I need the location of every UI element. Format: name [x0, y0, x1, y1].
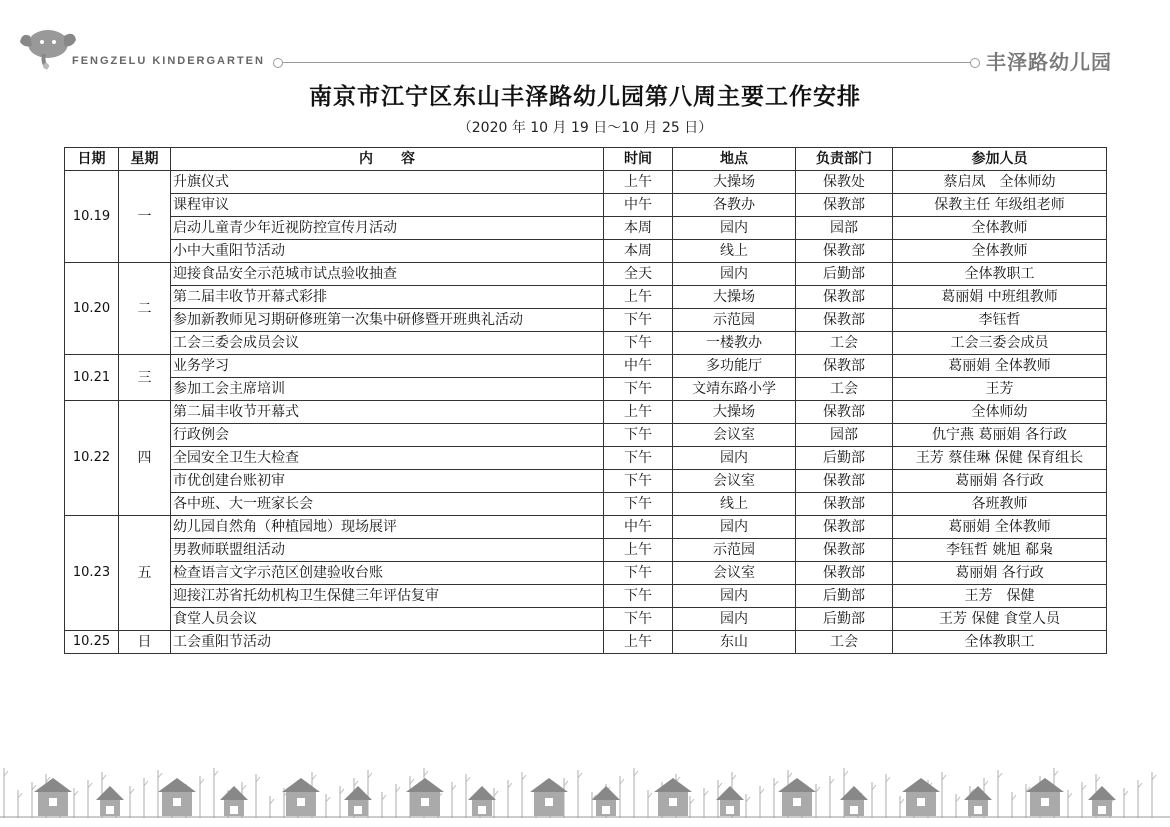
place-cell: 示范园: [673, 539, 796, 562]
place-cell: 园内: [673, 608, 796, 631]
schedule-table: [64, 147, 1107, 654]
place-cell: 会议室: [673, 470, 796, 493]
content-cell: 男教师联盟组活动: [171, 539, 604, 562]
divider-circle-left: [273, 58, 283, 68]
people-cell: 保教主任 年级组老师: [893, 194, 1107, 217]
time-cell: 中午: [604, 194, 673, 217]
place-cell: 大操场: [673, 401, 796, 424]
people-cell: 仇宁燕 葛丽娟 各行政: [893, 424, 1107, 447]
content-cell: 小中大重阳节活动: [171, 240, 604, 263]
dept-cell: 保教部: [796, 539, 893, 562]
dept-cell: 保教部: [796, 516, 893, 539]
weekday-cell: 二: [119, 263, 171, 355]
time-cell: 上午: [604, 401, 673, 424]
header-weekday: 星期: [119, 148, 171, 171]
time-cell: 上午: [604, 171, 673, 194]
date-cell: 10.23: [65, 516, 119, 631]
time-cell: 下午: [604, 424, 673, 447]
table-row: [65, 585, 1107, 608]
content-cell: 各中班、大一班家长会: [171, 493, 604, 516]
place-cell: 会议室: [673, 562, 796, 585]
dept-cell: 保教部: [796, 470, 893, 493]
header-place: 地点: [673, 148, 796, 171]
date-cell: 10.22: [65, 401, 119, 516]
place-cell: 文靖东路小学: [673, 378, 796, 401]
table-row: [65, 608, 1107, 631]
weekday-cell: 四: [119, 401, 171, 516]
dept-cell: 保教部: [796, 194, 893, 217]
place-cell: 园内: [673, 585, 796, 608]
table-row: [65, 332, 1107, 355]
content-cell: 迎接食品安全示范城市试点验收抽查: [171, 263, 604, 286]
content-cell: 幼儿园自然角（种植园地）现场展评: [171, 516, 604, 539]
place-cell: 园内: [673, 263, 796, 286]
time-cell: 本周: [604, 217, 673, 240]
dept-cell: 保教部: [796, 493, 893, 516]
content-cell: 参加新教师见习期研修班第一次集中研修暨开班典礼活动: [171, 309, 604, 332]
dept-cell: 后勤部: [796, 608, 893, 631]
time-cell: 上午: [604, 286, 673, 309]
content-cell: 课程审议: [171, 194, 604, 217]
table-row: [65, 470, 1107, 493]
time-cell: 下午: [604, 562, 673, 585]
content-cell: 启动儿童青少年近视防控宣传月活动: [171, 217, 604, 240]
header-dept: 负责部门: [796, 148, 893, 171]
page-title: 南京市江宁区东山丰泽路幼儿园第八周主要工作安排: [309, 84, 861, 110]
people-cell: 葛丽娟 全体教师: [893, 516, 1107, 539]
people-cell: 工会三委会成员: [893, 332, 1107, 355]
schedule-body: [65, 171, 1107, 654]
place-cell: 园内: [673, 217, 796, 240]
people-cell: 葛丽娟 各行政: [893, 562, 1107, 585]
dept-cell: 后勤部: [796, 447, 893, 470]
content-cell: 参加工会主席培训: [171, 378, 604, 401]
table-row: [65, 240, 1107, 263]
time-cell: 下午: [604, 332, 673, 355]
people-cell: 葛丽娟 各行政: [893, 470, 1107, 493]
header-time: 时间: [604, 148, 673, 171]
date-cell: 10.25: [65, 631, 119, 654]
table-row: [65, 171, 1107, 194]
dept-cell: 保教部: [796, 562, 893, 585]
place-cell: 一楼教办: [673, 332, 796, 355]
table-row: [65, 539, 1107, 562]
table-row: [65, 562, 1107, 585]
dept-cell: 保教部: [796, 286, 893, 309]
people-cell: 全体教职工: [893, 263, 1107, 286]
people-cell: 全体教职工: [893, 631, 1107, 654]
content-cell: 第二届丰收节开幕式彩排: [171, 286, 604, 309]
table-row: [65, 447, 1107, 470]
time-cell: 中午: [604, 516, 673, 539]
people-cell: 全体教师: [893, 240, 1107, 263]
content-cell: 检查语言文字示范区创建验收台账: [171, 562, 604, 585]
place-cell: 多功能厅: [673, 355, 796, 378]
place-cell: 线上: [673, 240, 796, 263]
header-date: 日期: [65, 148, 119, 171]
content-cell: 工会三委会成员会议: [171, 332, 604, 355]
table-row: [65, 631, 1107, 654]
dept-cell: 工会: [796, 378, 893, 401]
dept-cell: 园部: [796, 424, 893, 447]
table-row: [65, 309, 1107, 332]
header-people: 参加人员: [893, 148, 1107, 171]
table-row: [65, 516, 1107, 539]
dept-cell: 保教部: [796, 309, 893, 332]
divider-circle-right: [970, 58, 980, 68]
place-cell: 大操场: [673, 286, 796, 309]
time-cell: 全天: [604, 263, 673, 286]
table-row: [65, 263, 1107, 286]
dept-cell: 保教部: [796, 355, 893, 378]
content-cell: 业务学习: [171, 355, 604, 378]
people-cell: 王芳 蔡佳琳 保健 保育组长: [893, 447, 1107, 470]
time-cell: 本周: [604, 240, 673, 263]
time-cell: 下午: [604, 470, 673, 493]
content-cell: 第二届丰收节开幕式: [171, 401, 604, 424]
table-row: [65, 401, 1107, 424]
content-cell: 升旗仪式: [171, 171, 604, 194]
dept-cell: 保教部: [796, 240, 893, 263]
time-cell: 上午: [604, 539, 673, 562]
dept-cell: 保教处: [796, 171, 893, 194]
place-cell: 园内: [673, 447, 796, 470]
content-cell: 工会重阳节活动: [171, 631, 604, 654]
time-cell: 下午: [604, 608, 673, 631]
weekday-cell: 一: [119, 171, 171, 263]
time-cell: 下午: [604, 585, 673, 608]
dept-cell: 工会: [796, 332, 893, 355]
dept-cell: 工会: [796, 631, 893, 654]
table-row: [65, 424, 1107, 447]
school-english-name: FENGZELU KINDERGARTEN: [72, 55, 265, 67]
weekday-cell: 三: [119, 355, 171, 401]
dept-cell: 后勤部: [796, 585, 893, 608]
people-cell: 全体教师: [893, 217, 1107, 240]
date-cell: 10.19: [65, 171, 119, 263]
date-range: （2020 年 10 月 19 日～10 月 25 日）: [457, 120, 713, 136]
table-row: [65, 378, 1107, 401]
date-cell: 10.21: [65, 355, 119, 401]
people-cell: 葛丽娟 中班组教师: [893, 286, 1107, 309]
people-cell: 王芳: [893, 378, 1107, 401]
header-content: 内 容: [171, 148, 604, 171]
people-cell: 李钰哲 姚旭 郗枭: [893, 539, 1107, 562]
weekday-cell: 日: [119, 631, 171, 654]
place-cell: 各教办: [673, 194, 796, 217]
time-cell: 下午: [604, 447, 673, 470]
table-row: [65, 286, 1107, 309]
elephant-logo-icon: [18, 22, 78, 70]
people-cell: 王芳 保健 食堂人员: [893, 608, 1107, 631]
place-cell: 会议室: [673, 424, 796, 447]
dept-cell: 保教部: [796, 401, 893, 424]
table-row: [65, 194, 1107, 217]
date-cell: 10.20: [65, 263, 119, 355]
content-cell: 迎接江苏省托幼机构卫生保健三年评估复审: [171, 585, 604, 608]
content-cell: 行政例会: [171, 424, 604, 447]
place-cell: 示范园: [673, 309, 796, 332]
table-row: [65, 493, 1107, 516]
place-cell: 园内: [673, 516, 796, 539]
people-cell: 葛丽娟 全体教师: [893, 355, 1107, 378]
table-row: [65, 355, 1107, 378]
people-cell: 王芳 保健: [893, 585, 1107, 608]
header-divider: [275, 62, 971, 63]
people-cell: 蔡启凤 全体师幼: [893, 171, 1107, 194]
dept-cell: 园部: [796, 217, 893, 240]
place-cell: 线上: [673, 493, 796, 516]
table-header-row: [65, 148, 1107, 171]
people-cell: 全体师幼: [893, 401, 1107, 424]
table-row: [65, 217, 1107, 240]
people-cell: 各班教师: [893, 493, 1107, 516]
school-chinese-name: 丰泽路幼儿园: [986, 50, 1112, 74]
footer-houses-decoration: [0, 748, 1170, 818]
time-cell: 下午: [604, 309, 673, 332]
time-cell: 上午: [604, 631, 673, 654]
place-cell: 大操场: [673, 171, 796, 194]
content-cell: 市优创建台账初审: [171, 470, 604, 493]
time-cell: 下午: [604, 493, 673, 516]
content-cell: 食堂人员会议: [171, 608, 604, 631]
content-cell: 全园安全卫生大检查: [171, 447, 604, 470]
time-cell: 下午: [604, 378, 673, 401]
time-cell: 中午: [604, 355, 673, 378]
people-cell: 李钰哲: [893, 309, 1107, 332]
place-cell: 东山: [673, 631, 796, 654]
weekday-cell: 五: [119, 516, 171, 631]
dept-cell: 后勤部: [796, 263, 893, 286]
